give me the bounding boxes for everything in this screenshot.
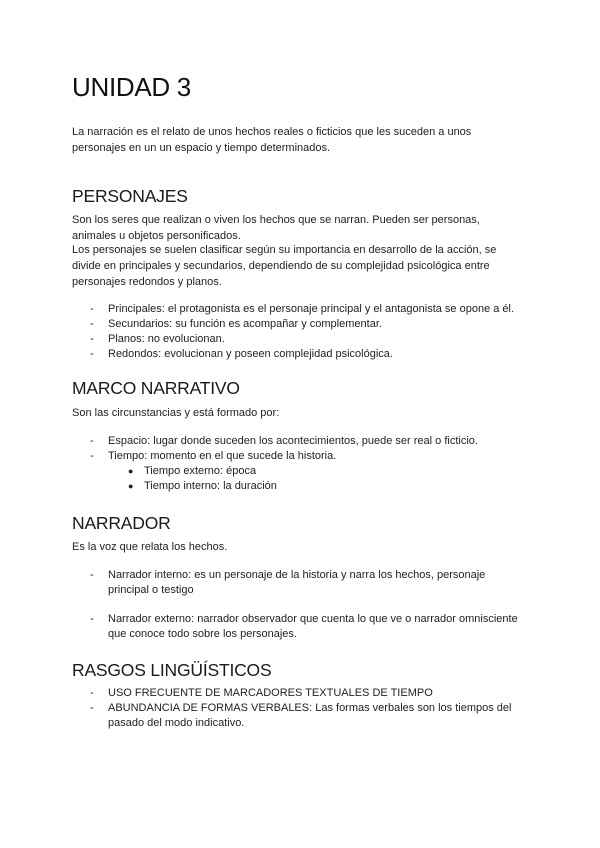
heading-narrador: NARRADOR	[72, 513, 171, 533]
rasgos-list	[90, 686, 520, 731]
list-item: - USO FRECUENTE DE MARCADORES TEXTUALES DE TIEMPO	[90, 687, 433, 699]
list-item: - Principales: el protagonista es el personaje principal y el antagonista se opone a él.	[90, 303, 515, 315]
heading-marco-narrativo: MARCO NARRATIVO	[72, 378, 240, 398]
marco-paragraph: Son las circunstancias y está formado por:	[72, 407, 280, 419]
intro-paragraph: La narración es el relato de unos hechos reales o ficticios que les suceden a unos personajes en un un espacio y tiempo determinados.	[72, 126, 472, 154]
list-item: - Planos: no evolucionan.	[90, 333, 225, 345]
list-item: - Secundarios: su función es acompañar y complementar.	[90, 318, 382, 330]
personajes-list	[90, 302, 530, 362]
narrador-paragraph: Es la voz que relata los hechos.	[72, 541, 228, 553]
list-item: - Narrador externo: narrador observador que cuenta lo que ve o narrador omnisciente que conoce todo sobre los personajes.	[90, 613, 518, 640]
tiempo-sublist	[108, 464, 530, 494]
list-item: - ABUNDANCIA DE FORMAS VERBALES: Las formas verbales son los tiempos del pasado del modo indicativo.	[90, 702, 512, 729]
sub-list-item: ● Tiempo externo: época	[128, 465, 257, 477]
list-item: - Redondos: evolucionan y poseen complejidad psicológica.	[90, 348, 393, 360]
list-item: - Tiempo: momento en el que sucede la historia. ● Tiempo externo: época ● Tiempo interno: la duración	[90, 449, 530, 494]
page-title: UNIDAD 3	[72, 72, 191, 102]
bullet-icon: ●	[128, 466, 134, 476]
sub-list-item: ● Tiempo interno: la duración	[128, 480, 277, 492]
list-item: - Narrador interno: es un personaje de la historia y narra los hechos, personaje principal o testigo	[90, 569, 486, 596]
narrador-list	[90, 568, 520, 642]
bullet-icon: ●	[128, 481, 134, 491]
heading-rasgos-linguisticos: RASGOS LINGÜÍSTICOS	[72, 660, 272, 680]
list-item: - Espacio: lugar donde suceden los acontecimientos, puede ser real o ficticio.	[90, 435, 478, 447]
personajes-paragraph-1: Son los seres que realizan o viven los hechos que se narran. Pueden ser personas, animales u objetos personificados.	[72, 214, 480, 242]
personajes-paragraph-2: Los personajes se suelen clasificar según su importancia en desarrollo de la acción, se divide en principales y secundarios, dependiendo de su complejidad psicológica entre personajes redondos y planos.	[72, 244, 497, 288]
heading-personajes: PERSONAJES	[72, 186, 188, 206]
marco-list	[90, 434, 530, 494]
